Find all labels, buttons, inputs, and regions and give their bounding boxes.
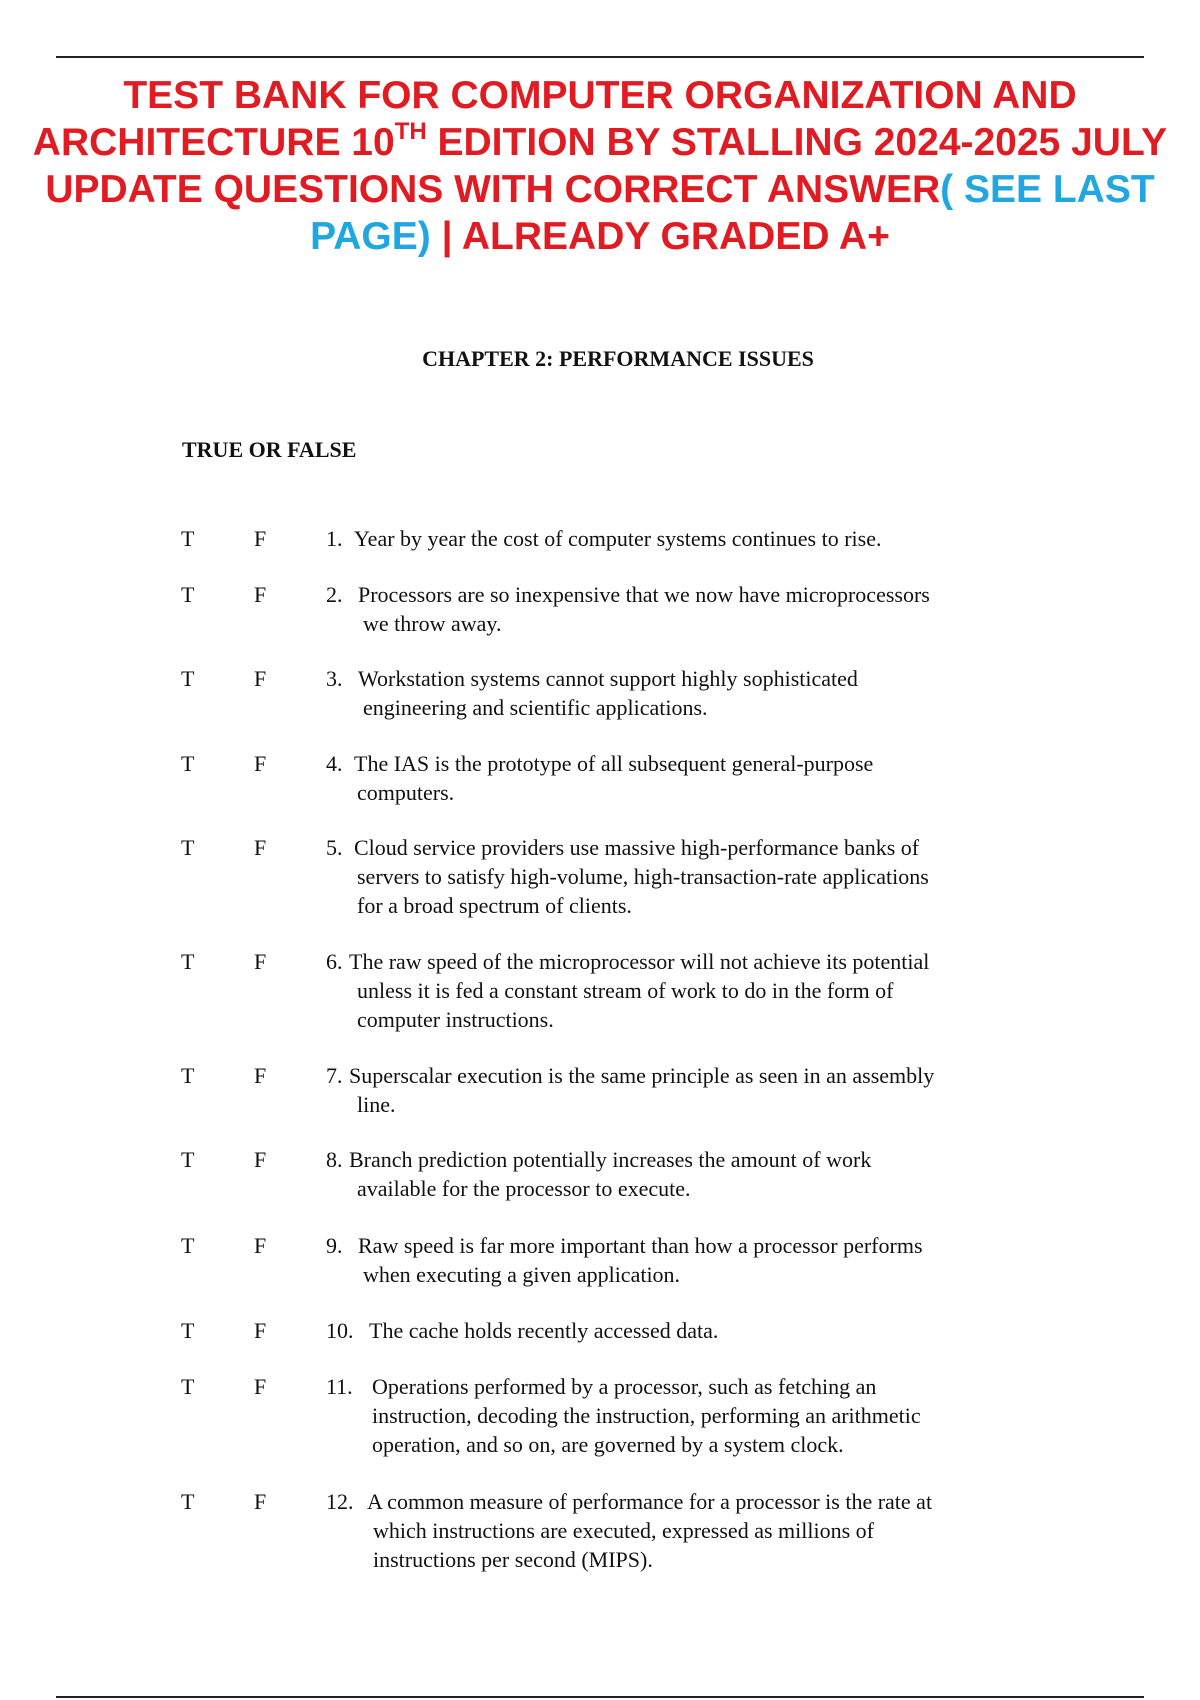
- question-text: Year by year the cost of computer systems continues to rise.: [354, 526, 882, 551]
- true-option[interactable]: T: [181, 1374, 195, 1399]
- document-title: [0, 72, 1200, 260]
- question-text: Raw speed is far more important than how a processor performs when executing a given application.: [358, 1233, 923, 1287]
- question-text: The cache holds recently accessed data.: [369, 1318, 719, 1343]
- true-option[interactable]: T: [181, 751, 195, 776]
- question-text: Operations performed by a processor, such as fetching an instruction, decoding the instruction, performing an arithmetic operation, and so on, are governed by a system clock.: [372, 1374, 921, 1457]
- question-text: The IAS is the prototype of all subsequent general-purpose computers.: [354, 751, 874, 805]
- question-text: A common measure of performance for a processor is the rate at which instructions are executed, expressed as millions of instructions per second (MIPS).: [367, 1489, 933, 1572]
- question-number: 4.: [326, 751, 343, 776]
- false-option[interactable]: F: [254, 582, 267, 607]
- true-option[interactable]: T: [181, 582, 195, 607]
- false-option[interactable]: F: [254, 949, 267, 974]
- false-option[interactable]: F: [254, 1147, 267, 1172]
- false-option[interactable]: F: [254, 526, 267, 551]
- true-option[interactable]: T: [181, 666, 195, 691]
- question-text: Cloud service providers use massive high-performance banks of servers to satisfy high-volume, high-transaction-rate applications for a broad spectrum of clients.: [354, 835, 929, 918]
- false-option[interactable]: F: [254, 1374, 267, 1399]
- true-option[interactable]: T: [181, 835, 195, 860]
- question-number: 12.: [326, 1489, 354, 1514]
- true-option[interactable]: T: [181, 1147, 195, 1172]
- false-option[interactable]: F: [254, 666, 267, 691]
- question-number: 5.: [326, 835, 343, 860]
- question-text: Superscalar execution is the same principle as seen in an assembly line.: [349, 1063, 935, 1117]
- title-line-3: UPDATE QUESTIONS WITH CORRECT ANSWER( SEE LAST: [45, 168, 1155, 211]
- false-option[interactable]: F: [254, 1489, 267, 1514]
- title-line-1: TEST BANK FOR COMPUTER ORGANIZATION AND: [123, 74, 1077, 117]
- question-number: 11.: [326, 1374, 353, 1399]
- title-line-2: ARCHITECTURE 10TH EDITION BY STALLING 2024-2025 JULY: [32, 118, 1168, 164]
- top-rule: [56, 56, 1144, 58]
- false-option[interactable]: F: [254, 835, 267, 860]
- bottom-rule: [56, 1696, 1144, 1698]
- question-number: 3.: [326, 666, 343, 691]
- true-option[interactable]: T: [181, 526, 195, 551]
- question-number: 1.: [326, 526, 343, 551]
- question-number: 2.: [326, 582, 343, 607]
- true-option[interactable]: T: [181, 1489, 195, 1514]
- question-text: Workstation systems cannot support highly sophisticated engineering and scientific applications.: [358, 666, 858, 720]
- question-text: Processors are so inexpensive that we now have microprocessors we throw away.: [358, 582, 930, 636]
- true-option[interactable]: T: [181, 1318, 195, 1343]
- question-number: 8.: [326, 1147, 343, 1172]
- question-number: 9.: [326, 1233, 343, 1258]
- false-option[interactable]: F: [254, 751, 267, 776]
- chapter-heading: CHAPTER 2: PERFORMANCE ISSUES: [422, 346, 814, 371]
- question-text: The raw speed of the microprocessor will not achieve its potential unless it is fed a constant stream of work to do in the form of computer instructions.: [349, 949, 930, 1032]
- section-heading: TRUE OR FALSE: [182, 437, 357, 462]
- question-number: 7.: [326, 1063, 343, 1088]
- true-option[interactable]: T: [181, 949, 195, 974]
- false-option[interactable]: F: [254, 1063, 267, 1088]
- false-option[interactable]: F: [254, 1233, 267, 1258]
- question-number: 6.: [326, 949, 343, 974]
- question-text: Branch prediction potentially increases the amount of work available for the processor to execute.: [349, 1147, 872, 1201]
- question-number: 10.: [326, 1318, 354, 1343]
- false-option[interactable]: F: [254, 1318, 267, 1343]
- title-line-4: PAGE) | ALREADY GRADED A+: [310, 215, 890, 258]
- true-option[interactable]: T: [181, 1063, 195, 1088]
- true-option[interactable]: T: [181, 1233, 195, 1258]
